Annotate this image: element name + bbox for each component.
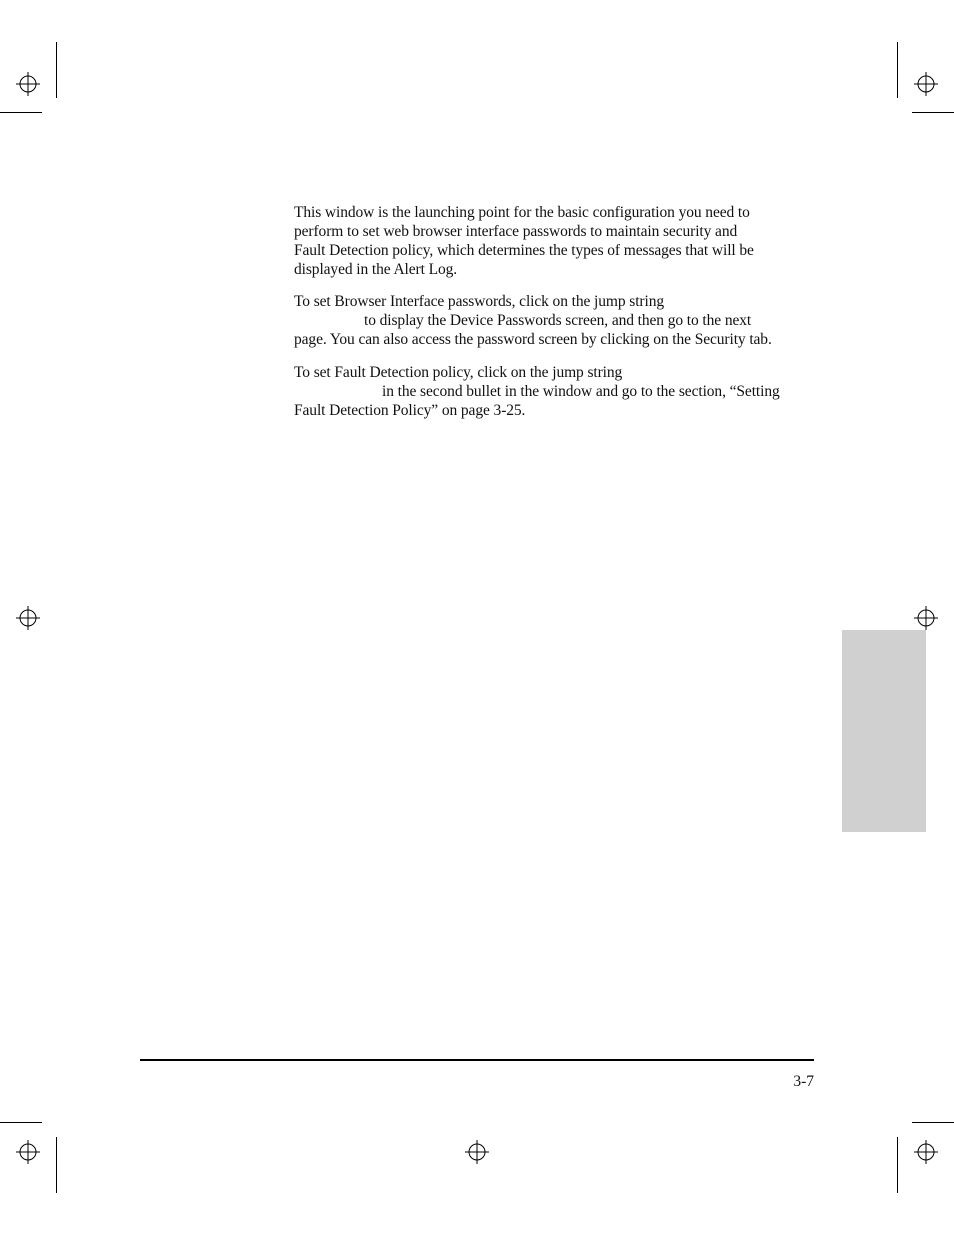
- paragraph-intro: [294, 203, 819, 279]
- text-line: displayed in the Alert Log.: [294, 261, 458, 278]
- crop-mark: [0, 112, 42, 113]
- registration-mark-icon: [914, 606, 938, 630]
- registration-mark-icon: [465, 1140, 489, 1164]
- crop-mark: [897, 1137, 898, 1193]
- text-line: in the second bullet in the window and go to the section, “Setting: [382, 383, 780, 400]
- registration-mark-icon: [16, 72, 40, 96]
- registration-mark-icon: [914, 1140, 938, 1164]
- text-line: perform to set web browser interface passwords to maintain security and: [294, 223, 738, 240]
- page-number: 3-7: [793, 1073, 814, 1090]
- chapter-tab: [842, 630, 926, 832]
- text-line: Fault Detection Policy” on page 3-25.: [294, 402, 526, 419]
- crop-mark: [912, 112, 954, 113]
- crop-mark: [56, 1137, 57, 1193]
- paragraph-passwords: [294, 292, 819, 349]
- crop-mark: [912, 1122, 954, 1123]
- footer-rule: [140, 1059, 814, 1061]
- text-line: page. You can also access the password screen by clicking on the Security tab.: [294, 331, 772, 348]
- registration-mark-icon: [16, 606, 40, 630]
- crop-mark: [897, 42, 898, 98]
- text-line: To set Browser Interface passwords, click on the jump string: [294, 293, 664, 310]
- crop-mark: [0, 1122, 42, 1123]
- registration-mark-icon: [16, 1140, 40, 1164]
- text-line: to display the Device Passwords screen, and then go to the next: [364, 312, 752, 329]
- paragraph-fault-detection: [294, 363, 819, 420]
- text-line: This window is the launching point for the basic configuration you need to: [294, 204, 750, 221]
- text-line: To set Fault Detection policy, click on the jump string: [294, 364, 623, 381]
- crop-mark: [56, 42, 57, 98]
- registration-mark-icon: [914, 72, 938, 96]
- text-line: Fault Detection policy, which determines the types of messages that will be: [294, 242, 754, 259]
